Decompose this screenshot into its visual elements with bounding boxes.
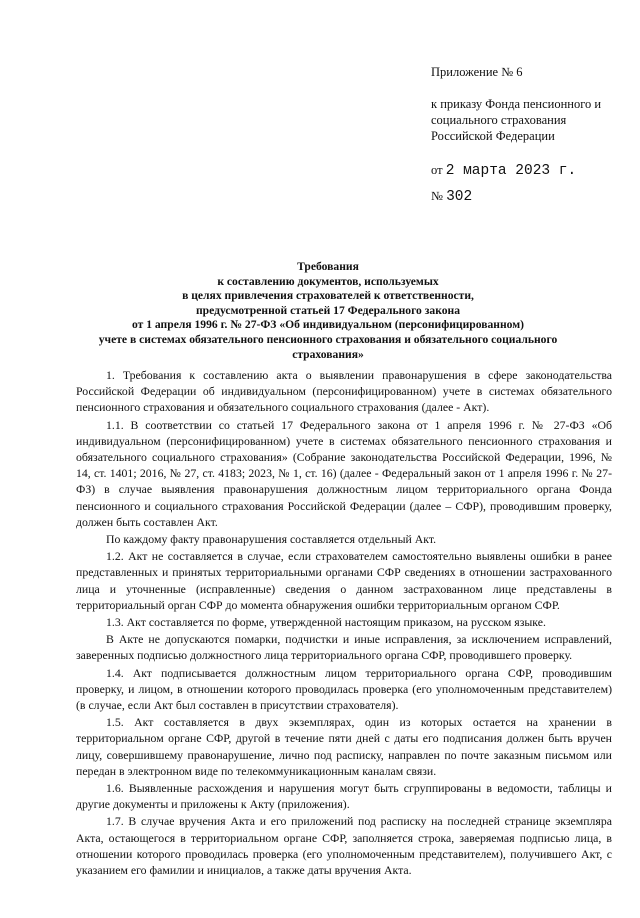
paragraph: 1.6. Выявленные расхождения и нарушения могут быть сгруппированы в ведомости, таблицы и другие документы и приложены к Акту (приложения). [76, 781, 612, 812]
heading-line: предусмотренной статьей 17 Федерального закона [196, 303, 460, 317]
appendix-title: Приложение № 6 [431, 65, 523, 79]
paragraph: 1.1. В соответствии со статьей 17 Федерального закона от 1 апреля 1996 г. № 27-ФЗ «Об индивидуальном (персонифицированном) учете в системах обязательного пенсионного страхования и обязательного социального страхования» (Собрание законодательства Российской Федерации, 1996, № 14, ст. 1401; 2016, № 27, ст. 4183; 2023, № 1, ст. 16) (далее - Федеральный закон от 1 апреля 1996 г. № 27-ФЗ) в случае выявления правонарушения должностным лицом территориального органа Фонда пенсионного и социального страхования Российской Федерации (далее – СФР), проводившим проверку, должен быть составлен Акт. [76, 417, 612, 529]
heading-line: к составлению документов, используемых [217, 274, 439, 288]
number-prefix: № [431, 189, 443, 203]
heading-line: от 1 апреля 1996 г. № 27-ФЗ «Об индивидуальном (персонифицированном) [131, 318, 524, 332]
order-date: 2 марта 2023 г. [445, 163, 577, 179]
date-prefix: от [431, 163, 443, 177]
appendix-org-line2: Российской Федерации [431, 129, 555, 143]
document-heading [78, 260, 578, 362]
appendix-block [431, 64, 601, 210]
document-body [76, 367, 612, 879]
heading-line: учете в системах обязательного пенсионного страхования и обязательного социального [98, 332, 558, 346]
appendix-date-line [431, 158, 601, 184]
heading-line: страхования» [292, 347, 364, 361]
appendix-org-line1: социального страхования [431, 113, 567, 127]
paragraph: 1. Требования к составлению акта о выявлении правонарушения в сфере законодательства Российской Федерации об индивидуальном (персонифицированном) учете в системах обязательного пенсионного страхования и обязательного социального страхования (далее - Акт). [76, 368, 612, 415]
paragraph: По каждому факту правонарушения составляется отдельный Акт. [106, 532, 437, 547]
paragraph: 1.3. Акт составляется по форме, утвержденной настоящим приказом, на русском языке. [106, 615, 546, 630]
paragraph: 1.5. Акт составляется в двух экземплярах, один из которых остается на хранении в территориальном органе СФР, другой в течение пяти дней с даты его подписания должен быть вручен лицу, совершившему правонарушение, лично под расписку, направлен по почте заказным письмом или передан в электронном виде по телекоммуникационным каналам связи. [76, 715, 612, 778]
paragraph: В Акте не допускаются помарки, подчистки и иные исправления, за исключением исправлений, заверенных подписью должностного лица территориального органа СФР, проводившего проверку. [76, 632, 612, 663]
heading-line: в целях привлечения страхователей к ответственности, [182, 289, 474, 303]
paragraph: 1.2. Акт не составляется в случае, если страхователем самостоятельно выявлены ошибки в ранее представленных и принятых территориальными органами СФР сведениях в отношении застрахованного лица и уточненные (исправленные) сведения о данном застрахованном лице представлены в территориальный орган СФР до момента обнаружения ошибки территориальным органом СФР. [76, 549, 612, 612]
paragraph: 1.4. Акт подписывается должностным лицом территориального органа СФР, проводившим проверку, и лицом, в отношении которого проводилась проверка (его уполномоченным представителем) (в случае, если Акт был составлен в присутствии страхователя). [76, 665, 612, 713]
order-number: 302 [446, 189, 473, 205]
appendix-number-line [431, 184, 601, 210]
heading-line: Требования [297, 260, 359, 273]
appendix-to-order: к приказу Фонда пенсионного и [431, 97, 602, 111]
paragraph: 1.7. В случае вручения Акта и его приложений под расписку на последней странице экземпляра Акта, остающегося в территориальном органе СФР, заполняется строка, заверяемая подписью лица, в отношении которого проводилась проверка (его уполномоченным представителем), получившего Акт, с указанием его фамилии и инициалов, а также даты вручения Акта. [76, 814, 612, 878]
